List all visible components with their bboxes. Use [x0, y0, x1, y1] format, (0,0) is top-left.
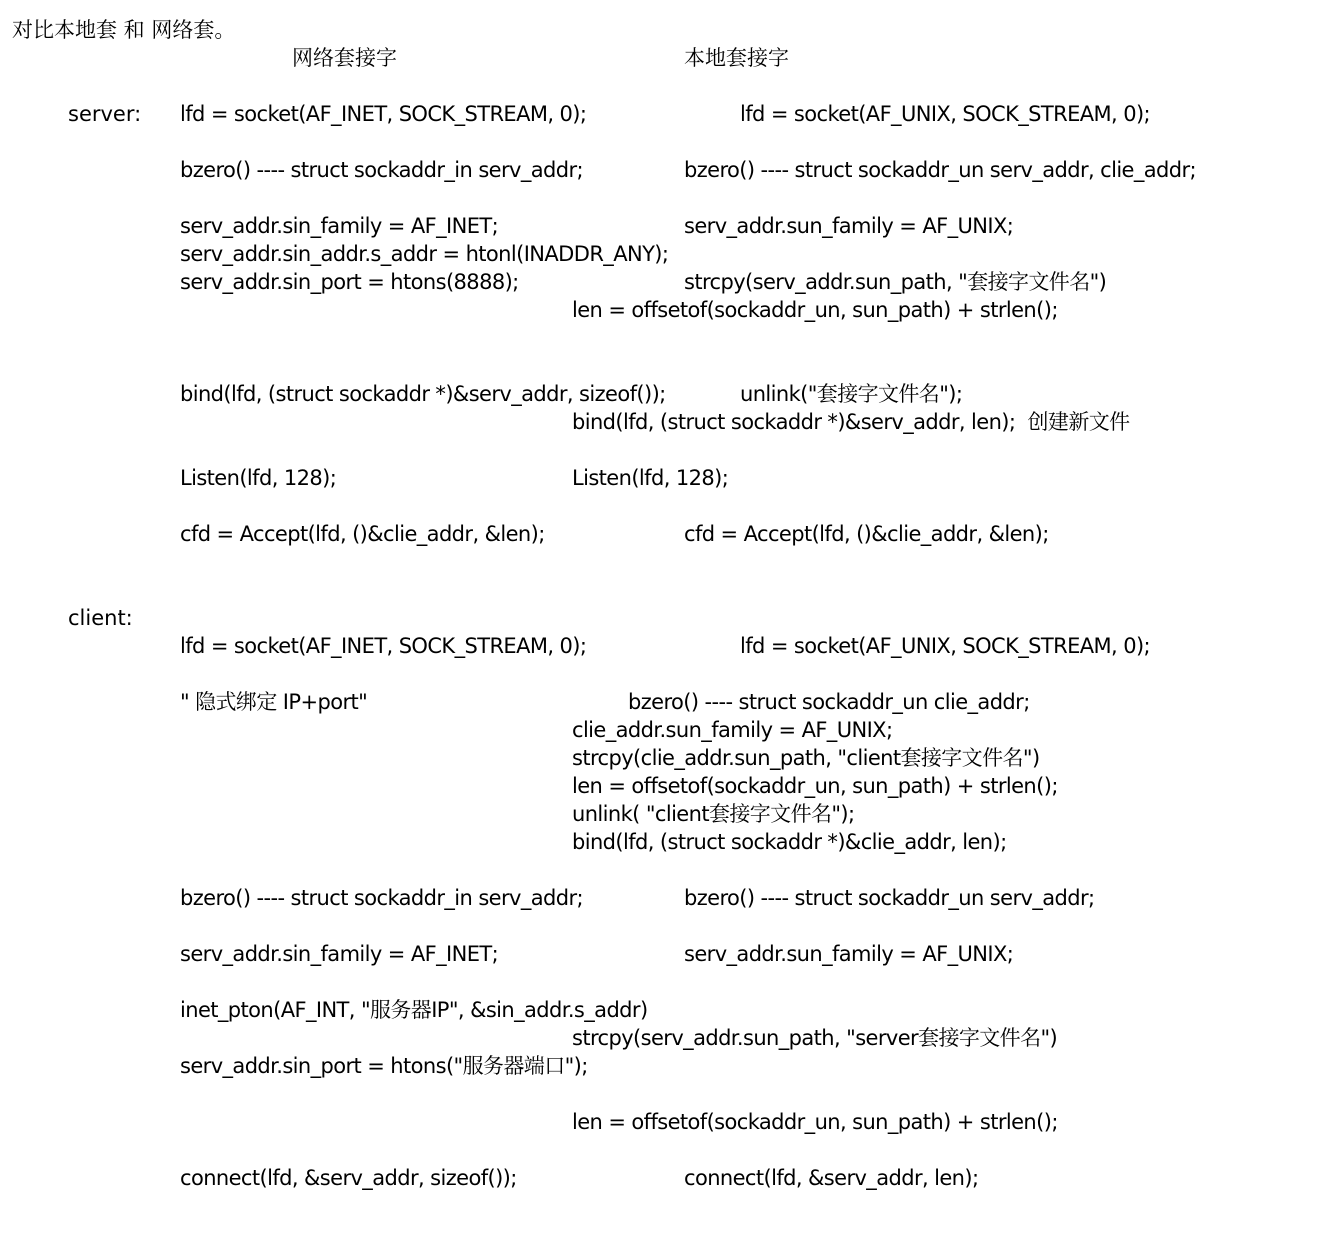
- client-clie-len-local: len = offsetof(sockaddr_un, sun_path) + strlen();: [572, 774, 1058, 798]
- client-pton-network: inet_pton(AF_INT, "服务器IP", &sin_addr.s_addr): [180, 998, 648, 1022]
- client-bzero-network: bzero() ---- struct sockaddr_in serv_addr;: [180, 886, 583, 910]
- server-listen-local: Listen(lfd, 128);: [572, 466, 729, 490]
- client-len-local: len = offsetof(sockaddr_un, sun_path) + strlen();: [572, 1110, 1058, 1134]
- client-socket-network: lfd = socket(AF_INET, SOCK_STREAM, 0);: [180, 634, 587, 658]
- server-bind-network: bind(lfd, (struct sockaddr *)&serv_addr, sizeof());: [180, 382, 666, 406]
- server-socket-network: lfd = socket(AF_INET, SOCK_STREAM, 0);: [180, 102, 587, 126]
- header-network-socket: 网络套接字: [292, 46, 397, 70]
- client-clie-family-local: clie_addr.sun_family = AF_UNIX;: [572, 718, 893, 742]
- server-bzero-local: bzero() ---- struct sockaddr_un serv_addr, clie_addr;: [684, 158, 1197, 182]
- client-label: client:: [68, 606, 133, 630]
- client-connect-local: connect(lfd, &serv_addr, len);: [684, 1166, 979, 1190]
- client-clie-strcpy-local: strcpy(clie_addr.sun_path, "client套接字文件名"): [572, 746, 1040, 770]
- server-accept-network: cfd = Accept(lfd, ()&clie_addr, &len);: [180, 522, 545, 546]
- server-len-local: len = offsetof(sockaddr_un, sun_path) + strlen();: [572, 298, 1058, 322]
- client-bzero-clie-local: bzero() ---- struct sockaddr_un clie_addr;: [628, 690, 1030, 714]
- server-accept-local: cfd = Accept(lfd, ()&clie_addr, &len);: [684, 522, 1049, 546]
- server-bind-local: bind(lfd, (struct sockaddr *)&serv_addr, len); 创建新文件: [572, 410, 1130, 434]
- server-addr-network: serv_addr.sin_addr.s_addr = htonl(INADDR_ANY);: [180, 242, 669, 266]
- client-socket-local: lfd = socket(AF_UNIX, SOCK_STREAM, 0);: [740, 634, 1151, 658]
- server-bzero-network: bzero() ---- struct sockaddr_in serv_addr;: [180, 158, 583, 182]
- server-label: server:: [68, 102, 142, 126]
- server-family-local: serv_addr.sun_family = AF_UNIX;: [684, 214, 1014, 238]
- server-strcpy-local: strcpy(serv_addr.sun_path, "套接字文件名"): [684, 270, 1107, 294]
- client-implicit-bind-network: " 隐式绑定 IP+port": [180, 690, 368, 714]
- client-port-network: serv_addr.sin_port = htons("服务器端口");: [180, 1054, 588, 1078]
- server-listen-network: Listen(lfd, 128);: [180, 466, 337, 490]
- client-bzero-local: bzero() ---- struct sockaddr_un serv_addr;: [684, 886, 1095, 910]
- server-unlink-local: unlink("套接字文件名");: [740, 382, 963, 406]
- header-local-socket: 本地套接字: [684, 46, 789, 70]
- server-family-network: serv_addr.sin_family = AF_INET;: [180, 214, 499, 238]
- server-socket-local: lfd = socket(AF_UNIX, SOCK_STREAM, 0);: [740, 102, 1151, 126]
- server-port-network: serv_addr.sin_port = htons(8888);: [180, 270, 519, 294]
- client-family-network: serv_addr.sin_family = AF_INET;: [180, 942, 499, 966]
- page-title: 对比本地套 和 网络套。: [12, 18, 236, 42]
- client-strcpy-local: strcpy(serv_addr.sun_path, "server套接字文件名"): [572, 1026, 1058, 1050]
- client-connect-network: connect(lfd, &serv_addr, sizeof());: [180, 1166, 517, 1190]
- client-clie-bind-local: bind(lfd, (struct sockaddr *)&clie_addr, len);: [572, 830, 1007, 854]
- client-family-local: serv_addr.sun_family = AF_UNIX;: [684, 942, 1014, 966]
- client-clie-unlink-local: unlink( "client套接字文件名");: [572, 802, 855, 826]
